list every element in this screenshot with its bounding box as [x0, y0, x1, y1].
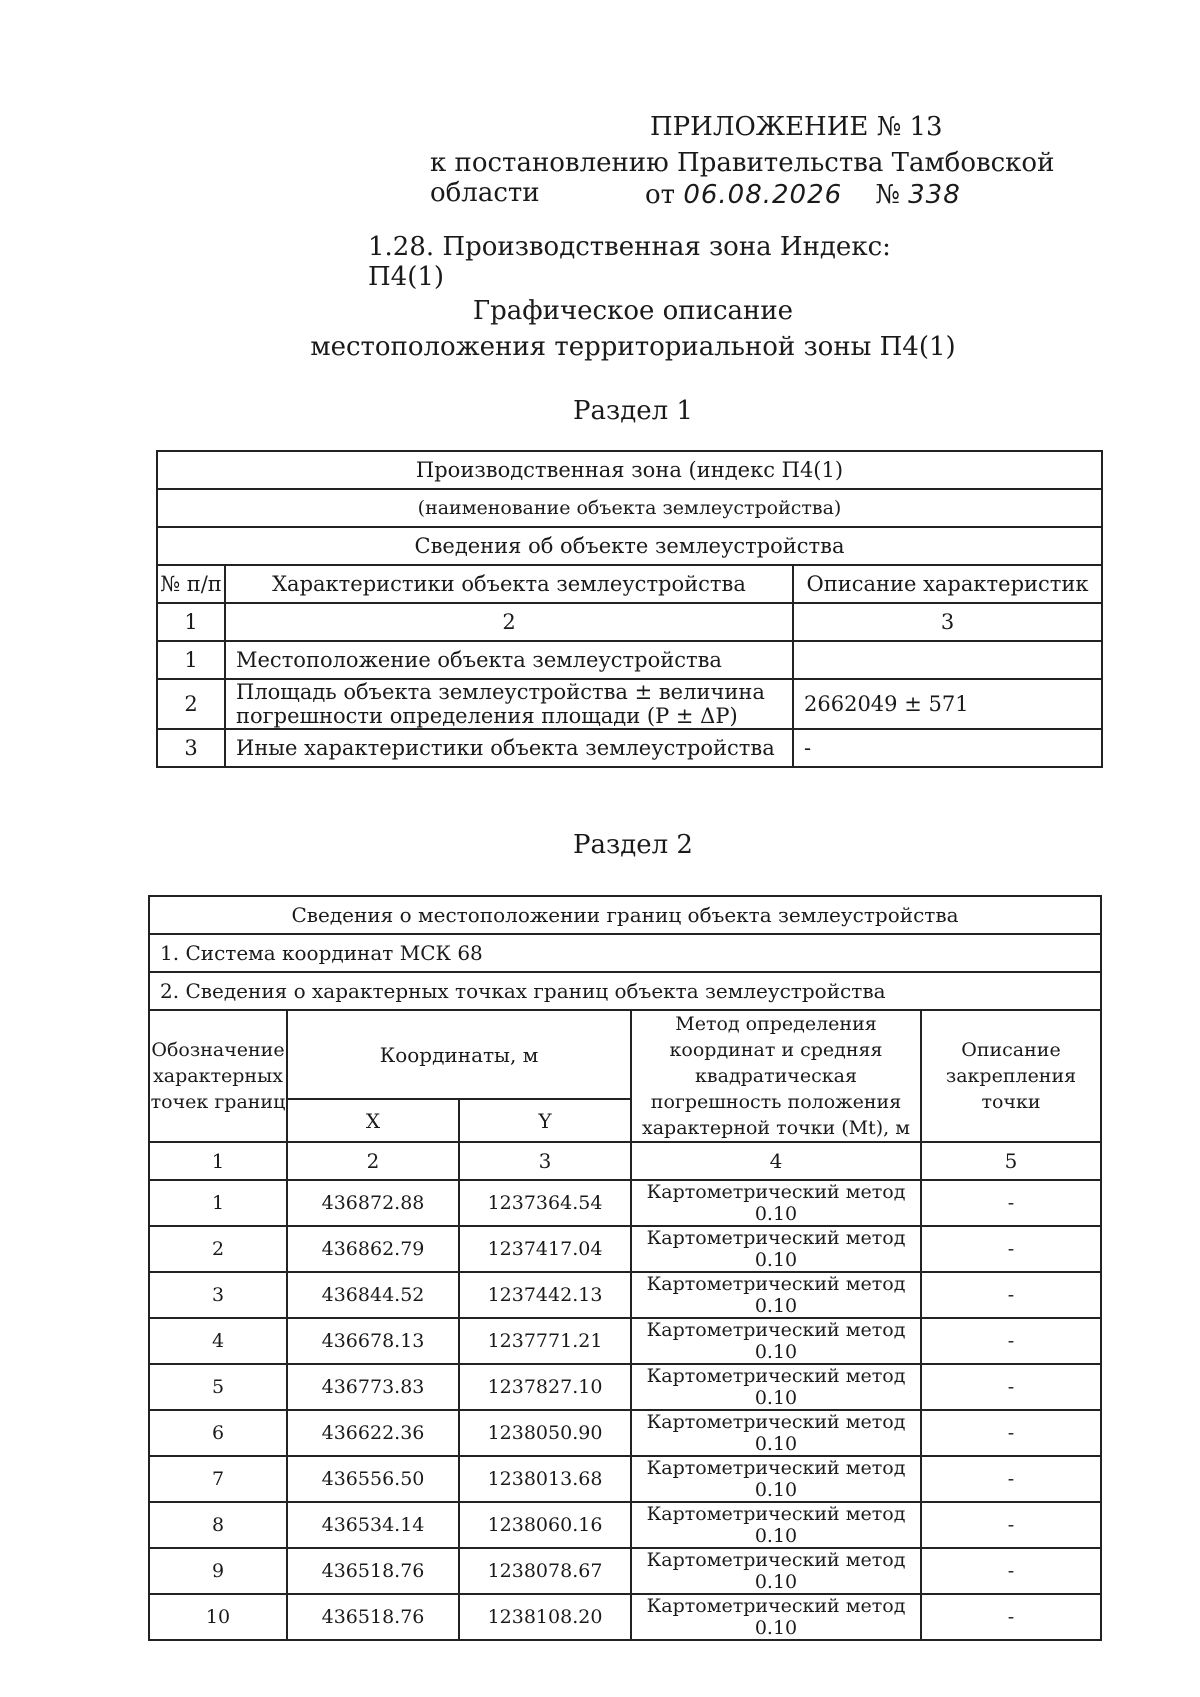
- cell-coord-y: 1237771.21: [459, 1318, 631, 1364]
- s2-num-2: 2: [287, 1142, 459, 1180]
- section1-table: [156, 450, 1103, 768]
- cell-coord-y: 1237442.13: [459, 1272, 631, 1318]
- cell-method: Картометрический метод 0.10: [631, 1364, 921, 1410]
- s1-row-desc: 2662049 ± 571: [793, 679, 1102, 729]
- s1-num-2: 2: [225, 603, 793, 641]
- cell-coord-y: 1238060.16: [459, 1502, 631, 1548]
- table-row: [149, 1180, 1101, 1226]
- cell-coord-x: 436862.79: [287, 1226, 459, 1272]
- cell-coord-x: 436518.76: [287, 1548, 459, 1594]
- description-title: Графическое описание: [472, 296, 794, 326]
- s1-row-desc: -: [793, 729, 1102, 767]
- section1-title: Раздел 1: [573, 396, 693, 426]
- cell-coord-x: 436534.14: [287, 1502, 459, 1548]
- s2-col-coords: Координаты, м: [287, 1010, 631, 1099]
- cell-point-id: 9: [149, 1548, 287, 1594]
- cell-coord-y: 1238108.20: [459, 1594, 631, 1640]
- section2-table: [148, 895, 1102, 1641]
- cell-method: Картометрический метод 0.10: [631, 1180, 921, 1226]
- cell-coord-x: 436518.76: [287, 1594, 459, 1640]
- cell-point-id: 1: [149, 1180, 287, 1226]
- cell-coord-y: 1237827.10: [459, 1364, 631, 1410]
- cell-point-id: 6: [149, 1410, 287, 1456]
- cell-fixation: -: [921, 1594, 1101, 1640]
- table-row: [149, 1272, 1101, 1318]
- s2-col-y: Y: [459, 1099, 631, 1142]
- s2-num-3: 3: [459, 1142, 631, 1180]
- cell-coord-y: 1237417.04: [459, 1226, 631, 1272]
- zone-title: 1.28. Производственная зона Индекс: П4(1): [368, 232, 891, 292]
- cell-coord-y: 1237364.54: [459, 1180, 631, 1226]
- s2-coord-system: 1. Система координат МСК 68: [149, 934, 1101, 972]
- s1-num-3: 3: [793, 603, 1102, 641]
- s1-row-char: Иные характеристики объекта землеустройства: [225, 729, 793, 767]
- s2-col-x: X: [287, 1099, 459, 1142]
- s1-row-char: Площадь объекта землеустройства ± величина погрешности определения площади (P ± ΔP): [225, 679, 793, 729]
- annex-title: ПРИЛОЖЕНИЕ № 13: [650, 112, 943, 142]
- s1-table-subtitle: (наименование объекта землеустройства): [157, 489, 1102, 527]
- s2-col-method: Метод определения координат и средняя квадратическая погрешность положения характерной точки (Mt), м: [631, 1010, 921, 1142]
- cell-point-id: 2: [149, 1226, 287, 1272]
- s2-col-fix: Описание закрепления точки: [921, 1010, 1101, 1142]
- s1-row-char: Местоположение объекта землеустройства: [225, 641, 793, 679]
- cell-method: Картометрический метод 0.10: [631, 1594, 921, 1640]
- s1-row-num: 3: [157, 729, 225, 767]
- table-row: [149, 1226, 1101, 1272]
- s1-row-num: 2: [157, 679, 225, 729]
- s1-row: [157, 641, 1102, 679]
- cell-coord-x: 436872.88: [287, 1180, 459, 1226]
- table-row: [149, 1364, 1101, 1410]
- s1-row-num: 1: [157, 641, 225, 679]
- cell-point-id: 4: [149, 1318, 287, 1364]
- s2-num-1: 1: [149, 1142, 287, 1180]
- cell-point-id: 3: [149, 1272, 287, 1318]
- cell-fixation: -: [921, 1364, 1101, 1410]
- number-prefix: №: [875, 180, 900, 210]
- handwritten-date: 06.08.2026: [683, 180, 843, 210]
- annex-date-line: [645, 180, 1085, 210]
- s2-num-4: 4: [631, 1142, 921, 1180]
- cell-coord-x: 436678.13: [287, 1318, 459, 1364]
- cell-coord-x: 436622.36: [287, 1410, 459, 1456]
- cell-method: Картометрический метод 0.10: [631, 1410, 921, 1456]
- cell-coord-y: 1238050.90: [459, 1410, 631, 1456]
- s1-num-1: 1: [157, 603, 225, 641]
- cell-point-id: 10: [149, 1594, 287, 1640]
- cell-fixation: -: [921, 1180, 1101, 1226]
- table-row: [149, 1594, 1101, 1640]
- cell-coord-y: 1238078.67: [459, 1548, 631, 1594]
- s2-num-5: 5: [921, 1142, 1101, 1180]
- s2-col-point: Обозначение характерных точек границ: [149, 1010, 287, 1142]
- table-row: [149, 1410, 1101, 1456]
- cell-coord-x: 436844.52: [287, 1272, 459, 1318]
- cell-method: Картометрический метод 0.10: [631, 1502, 921, 1548]
- cell-coord-y: 1238013.68: [459, 1456, 631, 1502]
- cell-fixation: -: [921, 1226, 1101, 1272]
- cell-point-id: 8: [149, 1502, 287, 1548]
- table-row: [149, 1456, 1101, 1502]
- s1-col-desc: Описание характеристик: [793, 565, 1102, 603]
- cell-point-id: 7: [149, 1456, 287, 1502]
- date-prefix: от: [645, 180, 676, 210]
- cell-method: Картометрический метод 0.10: [631, 1272, 921, 1318]
- s1-table-title: Производственная зона (индекс П4(1): [157, 451, 1102, 489]
- s1-table-caption: Сведения об объекте землеустройства: [157, 527, 1102, 565]
- annex-reference: к постановлению Правительства Тамбовской области: [430, 148, 1055, 208]
- cell-method: Картометрический метод 0.10: [631, 1226, 921, 1272]
- s1-row: [157, 679, 1102, 729]
- cell-method: Картометрический метод 0.10: [631, 1548, 921, 1594]
- cell-fixation: -: [921, 1548, 1101, 1594]
- s1-col-char: Характеристики объекта землеустройства: [225, 565, 793, 603]
- cell-fixation: -: [921, 1272, 1101, 1318]
- table-row: [149, 1548, 1101, 1594]
- handwritten-number: 338: [908, 180, 961, 210]
- s1-row: [157, 729, 1102, 767]
- cell-method: Картометрический метод 0.10: [631, 1318, 921, 1364]
- table-row: [149, 1318, 1101, 1364]
- s1-row-desc: [793, 641, 1102, 679]
- cell-fixation: -: [921, 1456, 1101, 1502]
- s2-points-caption: 2. Сведения о характерных точках границ объекта землеустройства: [149, 972, 1101, 1010]
- cell-fixation: -: [921, 1502, 1101, 1548]
- cell-fixation: -: [921, 1410, 1101, 1456]
- cell-coord-x: 436773.83: [287, 1364, 459, 1410]
- cell-method: Картометрический метод 0.10: [631, 1456, 921, 1502]
- s1-col-num: № п/п: [157, 565, 225, 603]
- s2-table-title: Сведения о местоположении границ объекта землеустройства: [149, 896, 1101, 934]
- section2-title: Раздел 2: [573, 830, 693, 860]
- cell-point-id: 5: [149, 1364, 287, 1410]
- description-subtitle: местоположения территориальной зоны П4(1): [310, 332, 956, 362]
- cell-fixation: -: [921, 1318, 1101, 1364]
- table-row: [149, 1502, 1101, 1548]
- cell-coord-x: 436556.50: [287, 1456, 459, 1502]
